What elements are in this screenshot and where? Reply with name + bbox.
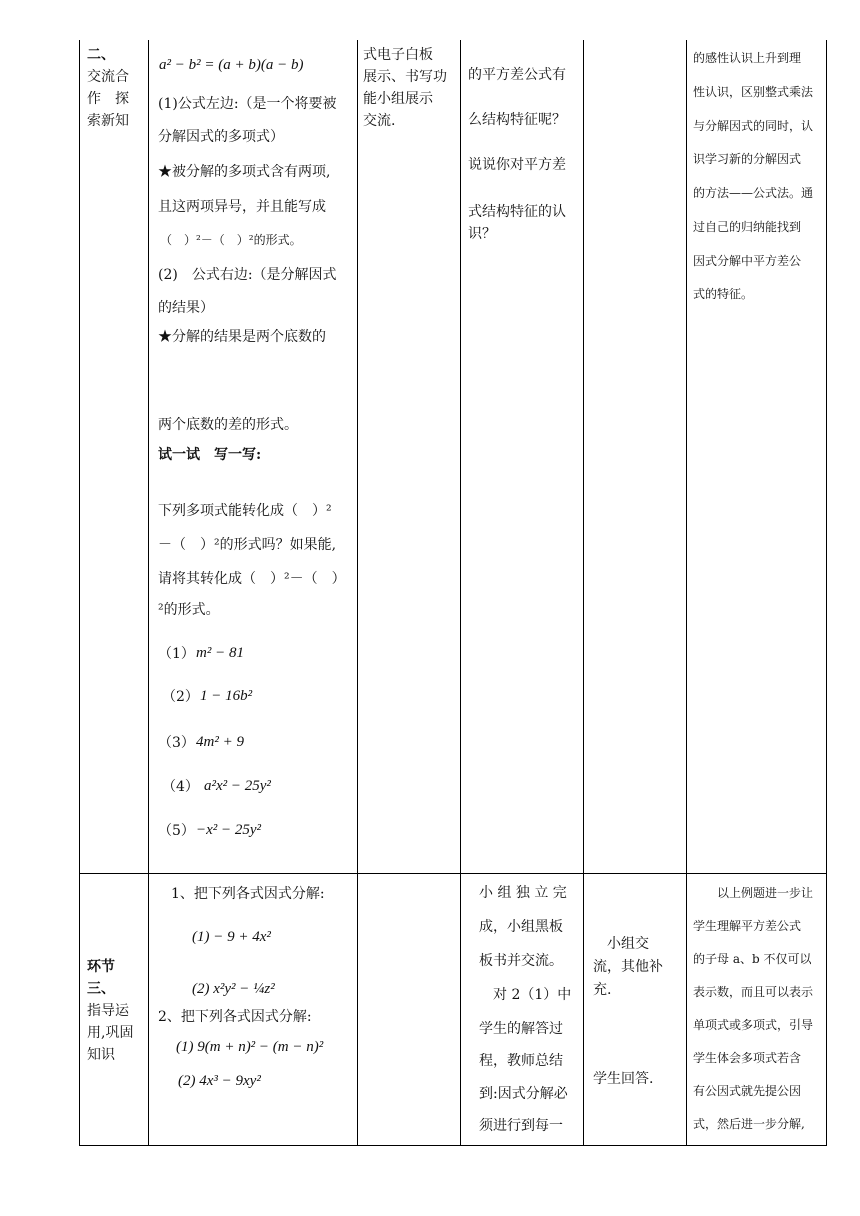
table-divider-col4 [583, 40, 584, 1146]
table-divider-col1 [148, 40, 149, 1146]
try-intro-3: ²的形式。 [158, 602, 220, 618]
exercise-3-num: （3） [158, 735, 195, 751]
s2-col6-line-7: 式的特征。 [693, 287, 754, 301]
section3-label-2: 三、 [87, 981, 115, 997]
s3-col6-line-7: 式，然后进一步分解, [693, 1117, 805, 1131]
table-border-left [79, 40, 80, 1146]
s2-col6-line-4: 的方法——公式法。通 [693, 186, 814, 200]
s2-line-b0: 两个底数的差的形式。 [158, 417, 298, 433]
table-divider-col3 [460, 40, 461, 1146]
s3-col6-line-2: 的子母 a、b 不仅可以 [693, 952, 812, 966]
s2-col6-line-2: 与分解因式的同时，认 [693, 119, 814, 133]
s3-col6-line-0: 以上例题进一步让 [693, 886, 814, 900]
s3-col5-line-1: 流，其他补 [593, 959, 663, 975]
table-border-right [826, 40, 827, 1146]
exercise-1-num: （1） [158, 646, 195, 662]
s3-col4-line-3: 对 2（1）中 [479, 987, 572, 1003]
exercise-3-expr: 4m² + 9 [196, 734, 244, 750]
try-title: 试一试 写一写: [158, 447, 262, 463]
difference-of-squares-formula: a² − b² = (a + b)(a − b) [159, 57, 304, 73]
exercise-4-num: （4） [162, 779, 199, 795]
section2-label-3: 作 探 [87, 91, 129, 107]
s3-col4-line-0: 小 组 独 立 完 [479, 885, 567, 901]
section2-label-2: 交流合 [87, 69, 129, 85]
s2-col4-line-1: 么结构特征呢？ [468, 112, 566, 128]
s2-line-4: （ ）²－（ ）²的形式。 [160, 233, 302, 247]
s2-line-5: (2) 公式右边:（是分解因式 [158, 267, 337, 283]
s2-col4-line-3: 式结构特征的认 [468, 204, 566, 220]
try-intro-2: 请将其转化成（ ）²－（ ） [158, 571, 346, 587]
s3-col6-line-4: 单项式或多项式，引导 [693, 1018, 814, 1032]
s3-col6-line-6: 有公因式就先提公因 [693, 1084, 802, 1098]
s3-col4-line-4: 学生的解答过 [479, 1021, 563, 1037]
exercise-4-expr: a²x² − 25y² [204, 778, 271, 794]
s3-col6-line-5: 学生体会多项式若含 [693, 1051, 802, 1065]
s3-col5-line-2: 充. [593, 982, 612, 998]
section3-label-3: 指导运 [87, 1003, 129, 1019]
s2-col6-line-0: 的感性认识上升到理 [693, 51, 802, 65]
s2-line-7: ★分解的结果是两个底数的 [158, 329, 326, 345]
s3-col6-line-1: 学生理解平方差公式 [693, 919, 802, 933]
section3-label-4: 用,巩固 [87, 1025, 134, 1041]
task1-item-2: (2) x²y² − ¼z² [192, 981, 275, 997]
table-divider-col5 [686, 40, 687, 1146]
s2-col6-line-5: 过自己的归纳能找到 [693, 220, 802, 234]
table-divider-col2 [357, 40, 358, 1146]
s2-col6-line-6: 因式分解中平方差公 [693, 254, 802, 268]
s3-col4-line-6: 到:因式分解必 [479, 1086, 568, 1102]
s3-col6-line-3: 表示数，而且可以表示 [693, 985, 814, 999]
s3-col4-line-1: 成，小组黑板 [479, 919, 563, 935]
section2-label-4: 索新知 [87, 113, 129, 129]
task1-item-1: (1) − 9 + 4x² [192, 929, 271, 945]
s3-col4-line-5: 程，教师总结 [479, 1053, 563, 1069]
s2-col3-line-0: 式电子白板 [363, 47, 433, 63]
s2-col3-line-3: 交流. [363, 113, 396, 129]
section3-label-1: 环节 [87, 959, 115, 975]
exercise-1-expr: m² − 81 [196, 645, 244, 661]
s2-line-1: 分解因式的多项式） [158, 129, 284, 145]
s2-line-6: 的结果） [158, 300, 214, 316]
exercise-2-num: （2） [162, 689, 199, 705]
s3-col4-line-2: 板书并交流。 [479, 953, 563, 969]
s2-col4-line-2: 说说你对平方差 [468, 157, 566, 173]
s2-col4-line-4: 识？ [468, 226, 496, 242]
section3-label-5: 知识 [87, 1047, 115, 1063]
s2-line-3: 且这两项异号，并且能写成 [158, 199, 326, 215]
s3-col5-line-0: 小组交 [593, 936, 649, 952]
try-intro-0: 下列多项式能转化成（ ）² [158, 503, 332, 519]
task2-heading: 2、把下列各式因式分解: [158, 1009, 312, 1025]
table-border-bottom [79, 1145, 827, 1146]
try-intro-1: －（ ）²的形式吗？如果能, [158, 537, 337, 553]
exercise-5-expr: −x² − 25y² [196, 822, 262, 838]
exercise-2-expr: 1 − 16b² [200, 688, 253, 704]
task2-item-1: (1) 9(m + n)² − (m − n)² [176, 1039, 324, 1055]
row-divider [79, 873, 827, 874]
s2-line-2: ★被分解的多项式含有两项, [158, 164, 331, 180]
s2-col4-line-0: 的平方差公式有 [468, 67, 566, 83]
s2-col6-line-1: 性认识，区别整式乘法 [693, 85, 814, 99]
s2-col3-line-2: 能小组展示 [363, 91, 433, 107]
s3-col4-line-7: 须进行到每一 [479, 1118, 563, 1134]
task2-item-2: (2) 4x³ − 9xy² [178, 1073, 261, 1089]
s2-line-0: (1)公式左边:（是一个将要被 [158, 96, 337, 112]
s2-col6-line-3: 识学习新的分解因式 [693, 152, 802, 166]
s3-col5-line-3: 学生回答. [593, 1071, 654, 1087]
s2-col3-line-1: 展示、书写功 [363, 69, 447, 85]
task1-heading: 1、把下列各式因式分解: [171, 886, 325, 902]
section2-label-1: 二、 [87, 47, 115, 63]
exercise-5-num: （5） [158, 823, 195, 839]
